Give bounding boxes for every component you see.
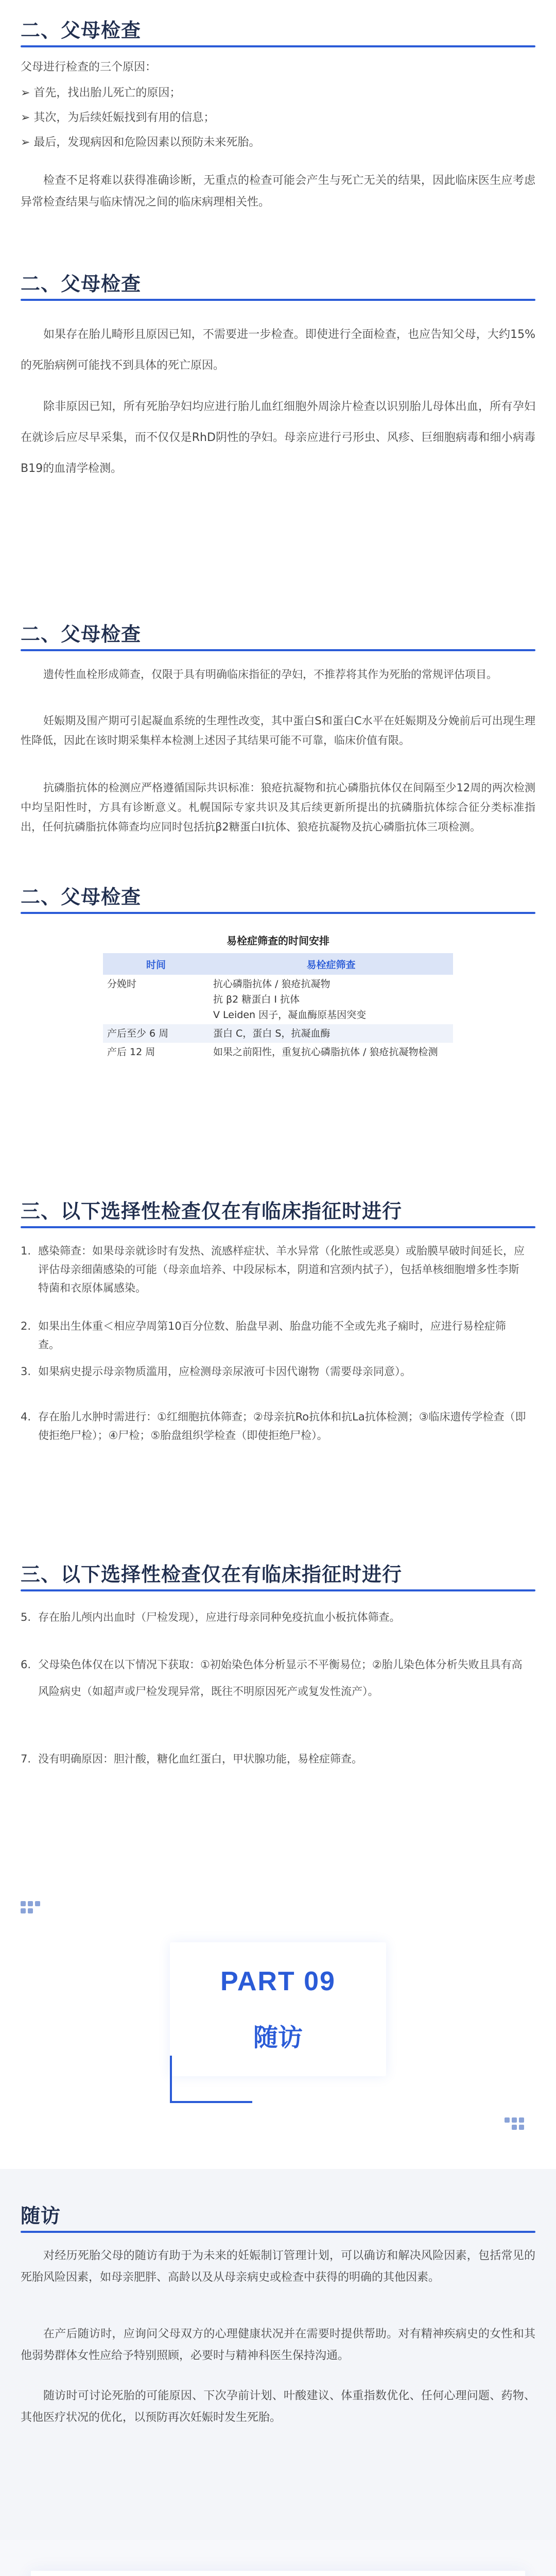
item-text: 没有明确原因：胆汁酸，糖化血红蛋白，甲状腺功能，易栓症筛查。 xyxy=(38,1753,362,1765)
table-cell-time: 分娩时 xyxy=(107,978,137,990)
list-item xyxy=(21,1362,530,1381)
part-corner-line xyxy=(170,2101,252,2103)
table-cell-tests xyxy=(209,1024,453,1043)
body-paragraph: 遗传性血栓形成筛查，仅限于具有明确临床指征的孕妇，不推荐将其作为死胎的常规评估项目。 xyxy=(43,668,497,681)
table-title: 易栓症筛查的时间安排 xyxy=(227,935,329,947)
body-paragraph: 妊娠期及围产期可引起凝血系统的生理性改变，其中蛋白S和蛋白C水平在妊娠期及分娩前后可出现生理性降低，因此在该时期采集样本检测上述因子其结果可能不可靠，临床价值有限。 xyxy=(21,715,535,747)
heading-underline xyxy=(21,1589,535,1591)
section-parent-exam-2 xyxy=(0,268,556,587)
section-heading: 随访 xyxy=(21,2205,61,2227)
table-row xyxy=(103,975,453,1024)
thanks-panel xyxy=(31,2571,525,2576)
section-selective-exam-2 xyxy=(0,1558,556,1847)
part-title: 随访 xyxy=(253,2023,303,2052)
body-paragraph: 随访时可讨论死胎的可能原因、下次孕前计划、叶酸建议、体重指数优化、任何心理问题、药物、其他医疗状况的优化，以预防再次妊娠时发生死胎。 xyxy=(21,2389,535,2424)
section-heading: 三、以下选择性检查仅在有临床指征时进行 xyxy=(21,1200,403,1223)
section-heading: 二、父母检查 xyxy=(21,886,142,908)
part-corner-line xyxy=(170,2056,172,2102)
decorative-dots xyxy=(505,2117,541,2136)
section-heading: 二、父母检查 xyxy=(21,273,142,295)
section-heading: 二、父母检查 xyxy=(21,623,142,646)
section-heading: 三、以下选择性检查仅在有临床指征时进行 xyxy=(21,1563,403,1586)
item-text: 如果出生体重＜相应孕周第10百分位数、胎盘早剥、胎盘功能不全或先兆子痫时，应进行易栓症筛查。 xyxy=(38,1320,506,1351)
part-label: PART 09 xyxy=(220,1967,336,1996)
heading-underline xyxy=(21,299,535,301)
table-cell-tests xyxy=(209,975,453,1024)
item-text: 存在胎儿水肿时需进行：①红细胞抗体筛查；②母亲抗Ro抗体和抗La抗体检测；③临床遗传学检查（即使拒绝尸检）；④尸检；⑤胎盘组织学检查（即使拒绝尸检）。 xyxy=(38,1411,526,1442)
item-text: 父母染色体仅在以下情况下获取：①初始染色体分析显示不平衡易位；②胎儿染色体分析失败且具有高风险病史（如超声或尸检发现异常，既往不明原因死产或复发性流产）。 xyxy=(38,1658,523,1698)
decorative-dots xyxy=(21,1901,57,1920)
section-heading: 二、父母检查 xyxy=(21,19,142,42)
table-row xyxy=(103,1043,453,1061)
body-paragraph: 在产后随访时，应询问父母双方的心理健康状况并在需要时提供帮助。对有精神疾病史的女性和其他弱势群体女性应给予特别照顾，必要时与精神科医生保持沟通。 xyxy=(21,2328,535,2362)
item-number: 5. xyxy=(21,1611,31,1623)
test-line: 抗 β2 糖蛋白 I 抗体 xyxy=(213,994,300,1005)
item-text: 存在胎儿颅内出血时（尸检发现），应进行母亲同种免疫抗血小板抗体筛查。 xyxy=(38,1611,401,1623)
heading-underline xyxy=(21,2231,535,2233)
thanks-footer xyxy=(0,2540,556,2576)
section-follow-up xyxy=(0,2169,556,2540)
item-text: 感染筛查：如果母亲就诊时有发热、流感样症状、羊水异常（化脓性或恶臭）或胎膜早破时间延长，应评估母亲细菌感染的可能（母亲血培养、中段尿标本，阴道和宫颈内拭子），包括单核细胞增多性李斯特菌和衣原体属感染。 xyxy=(38,1245,525,1294)
list-item: ➢ 其次，为后续妊娠找到有用的信息； xyxy=(21,111,215,124)
table-cell-time: 产后 12 周 xyxy=(107,1046,155,1058)
item-number: 4. xyxy=(21,1411,31,1423)
test-line: 抗心磷脂抗体 / 狼疮抗凝物 xyxy=(213,978,331,990)
body-paragraph: 如果存在胎儿畸形且原因已知，不需要进一步检查。即使进行全面检查，也应告知父母，大约15%的死胎病例可能找不到具体的死亡原因。 xyxy=(21,328,535,372)
body-paragraph: 检查不足将难以获得准确诊断，无重点的检查可能会产生与死亡无关的结果，因此临床医生应考虑异常检查结果与临床情况之间的临床病理相关性。 xyxy=(21,174,535,209)
list-item xyxy=(21,1242,530,1297)
item-number: 7. xyxy=(21,1753,31,1765)
test-line: V Leiden 因子，凝血酶原基因突变 xyxy=(213,1009,367,1021)
list-item xyxy=(21,1408,530,1445)
item-number: 6. xyxy=(21,1658,31,1671)
section-thrombophilia-table xyxy=(0,881,556,1170)
table-header: 时间 xyxy=(103,953,209,975)
heading-underline xyxy=(21,1226,535,1228)
item-number: 3. xyxy=(21,1365,31,1378)
intro-text: 父母进行检查的三个原因： xyxy=(21,61,157,74)
test-line: 蛋白 C，蛋白 S，抗凝血酶 xyxy=(213,1028,331,1039)
body-paragraph: 对经历死胎父母的随访有助于为未来的妊娠制订管理计划，可以确访和解决风险因素，包括常见的死胎风险因素，如母亲肥胖、高龄以及从母亲病史或检查中获得的明确的其他因素。 xyxy=(21,2249,535,2284)
body-paragraph: 除非原因已知，所有死胎孕妇均应进行胎儿血红细胞外周涂片检查以识别胎儿母体出血，所有孕妇在就诊后应尽早采集，而不仅仅是RhD阴性的孕妇。母亲应进行弓形虫、风疹、巨细胞病毒和细小病毒B19的血清学检测。 xyxy=(21,400,535,475)
list-item: ➢ 最后，发现病因和危险因素以预防未来死胎。 xyxy=(21,136,260,149)
heading-underline xyxy=(21,45,535,47)
section-selective-exam-1 xyxy=(0,1195,556,1525)
schedule-table xyxy=(103,953,453,1061)
body-paragraph: 抗磷脂抗体的检测应严格遵循国际共识标准：狼疮抗凝物和抗心磷脂抗体仅在间隔至少12周的两次检测中均呈阳性时，方具有诊断意义。札幌国际专家共识及其后续更新所提出的抗磷脂抗体综合征分类标准指出，任何抗磷脂抗体筛查均应同时包括抗β2糖蛋白I抗体、狼疮抗凝物及抗心磷脂抗体三项检测。 xyxy=(21,782,535,833)
heading-underline xyxy=(21,912,535,914)
table-header: 易栓症筛查 xyxy=(209,953,453,975)
table-row xyxy=(103,1024,453,1043)
list-item xyxy=(21,1605,530,1630)
test-line: 如果之前阳性，重复抗心磷脂抗体 / 狼疮抗凝物检测 xyxy=(213,1046,438,1058)
section-parent-exam-1 xyxy=(0,0,556,289)
part-panel xyxy=(170,1942,386,2076)
item-text: 如果病史提示母亲物质滥用，应检测母亲尿液可卡因代谢物（需要母亲同意）。 xyxy=(38,1365,411,1378)
part-divider xyxy=(0,1901,556,2148)
table-cell-time: 产后至少 6 周 xyxy=(103,1024,209,1043)
heading-underline xyxy=(21,649,535,651)
list-item: ➢ 首先，找出胎儿死亡的原因； xyxy=(21,87,181,99)
list-item xyxy=(21,1747,530,1771)
table-cell-tests xyxy=(209,1043,453,1061)
list-item xyxy=(21,1317,530,1354)
list-item xyxy=(21,1651,530,1705)
item-number: 2. xyxy=(21,1320,31,1332)
item-number: 1. xyxy=(21,1245,31,1257)
